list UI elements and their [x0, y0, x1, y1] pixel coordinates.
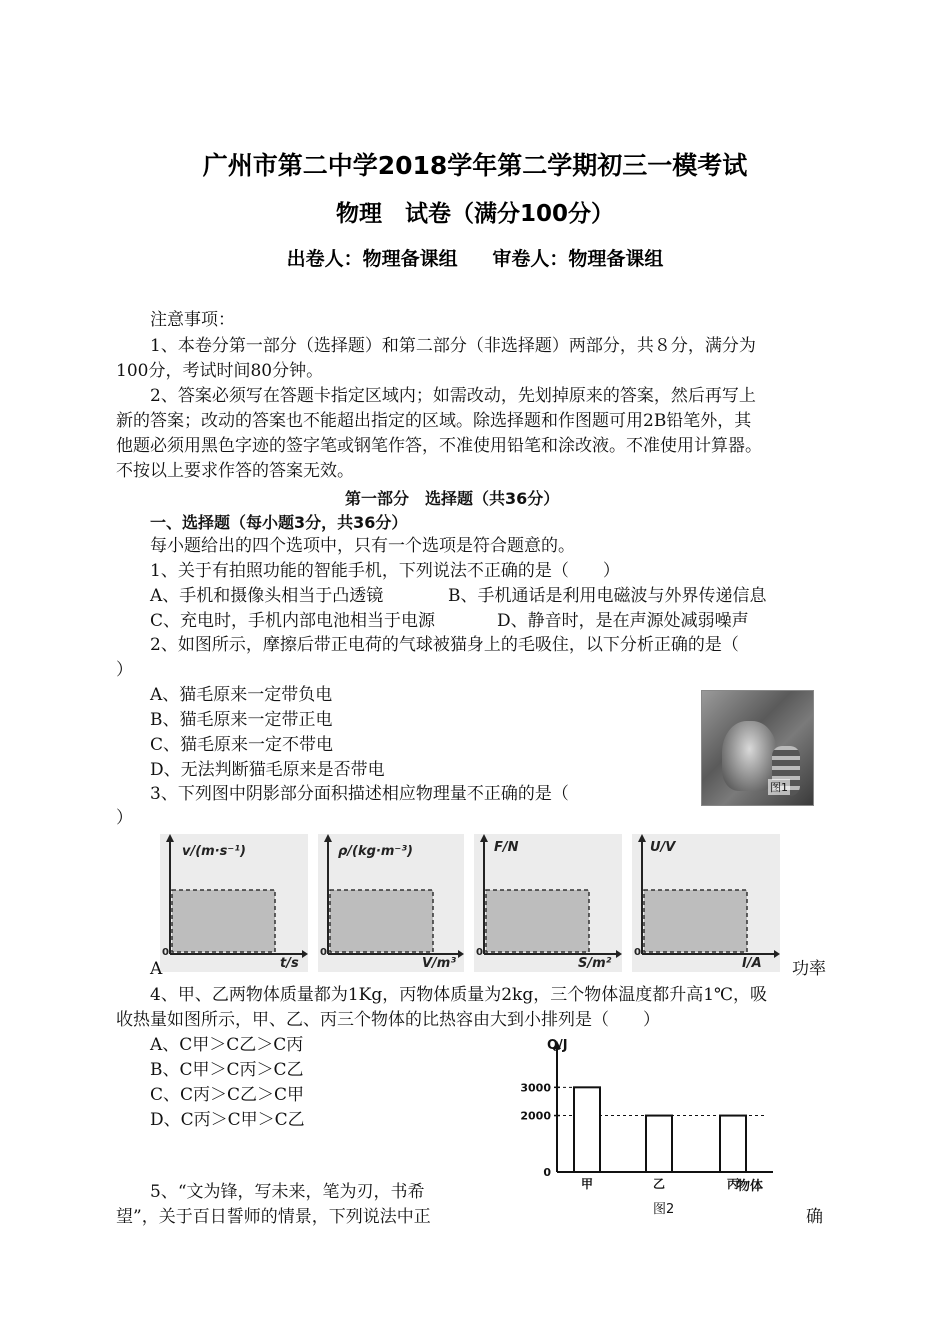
q1-option-b: B、手机通话是利用电磁波与外界传递信息: [448, 586, 767, 606]
section-heading: 一、选择题（每小题3分，共36分）: [150, 513, 408, 532]
exam-subtitle: 物理 试卷（满分100分）: [335, 201, 614, 227]
graph-pressure-xlabel: S/m²: [578, 956, 612, 971]
q3-option-fragment-power: 功率: [792, 959, 826, 979]
graph-pressure-ylabel: F/N: [494, 840, 519, 855]
q4-option-c: C、C丙＞C乙＞C甲: [150, 1085, 305, 1105]
graph-voltage: [632, 834, 780, 972]
graph-voltage-xlabel: I/A: [742, 956, 762, 971]
q5-line2: 望”，关于百日誓师的情景，下列说法中正: [116, 1207, 431, 1227]
q5-line2-tail: 确: [806, 1207, 823, 1227]
exam-title: 广州市第二中学2018学年第二学期初三一模考试: [202, 151, 748, 180]
notes-item2-line3: 他题必须用黑色字迹的签字笔或钢笔作答，不准使用铅笔和涂改液。不准使用计算器。: [116, 436, 762, 456]
notes-item1-line2: 100分，考试时间80分钟。: [116, 361, 324, 381]
q2-stem-end: ）: [116, 660, 133, 680]
x-tick-label-3: 丙: [726, 1177, 740, 1191]
q2-option-a: A、猫毛原来一定带负电: [150, 685, 333, 705]
graph-density-xlabel: V/m³: [422, 956, 457, 971]
q2-option-c: C、猫毛原来一定不带电: [150, 735, 334, 755]
reviewer-text: 审卷人：物理备课组: [492, 248, 664, 270]
graph-voltage-ylabel: U/V: [650, 840, 676, 855]
graph-pressure-origin: 0: [476, 947, 483, 958]
graph-density: [318, 834, 464, 972]
q4-option-a: A、C甲＞C乙＞C丙: [150, 1035, 304, 1055]
y-tick-label-0: 0: [543, 1166, 551, 1179]
q1-option-c: C、充电时，手机内部电池相当于电源: [150, 611, 436, 631]
y-tick-label-3000: 3000: [520, 1081, 551, 1095]
x-tick-label-2: 乙: [652, 1177, 666, 1191]
bar-2: [646, 1116, 672, 1172]
heat-chart: [505, 1035, 785, 1220]
q4-option-d: D、C丙＞C甲＞C乙: [150, 1110, 305, 1130]
chart-x-label: 物体: [737, 1179, 764, 1194]
q1-option-d: D、静音时，是在声源处减弱噪声: [497, 611, 749, 631]
section-instruction: 每小题给出的四个选项中，只有一个选项是符合题意的。: [150, 536, 575, 556]
q2-stem: 2、如图所示，摩擦后带正电荷的气球被猫身上的毛吸住，以下分析正确的是（: [150, 635, 739, 655]
q3-stem-end: ）: [116, 808, 133, 828]
chart-title: 图2: [653, 1202, 675, 1217]
q3-stem: 3、下列图中阴影部分面积描述相应物理量不正确的是（: [150, 784, 569, 804]
graph-density-ylabel: ρ/(kg·m⁻³): [338, 844, 413, 859]
notes-item1-line1: 1、本卷分第一部分（选择题）和第二部分（非选择题）两部分，共８分，满分为: [150, 336, 756, 356]
q5-line1: 5、“文为锋，写未来，笔为刃，书希: [150, 1182, 425, 1202]
notes-item2-line2: 新的答案；改动的答案也不能超出指定的区域。除选择题和作图题可用2B铅笔外，其: [116, 411, 752, 431]
cat-photo: [701, 690, 814, 806]
graph-velocity-xlabel: t/s: [280, 956, 299, 971]
q4-stem: 4、甲、乙两物体质量都为1Kg，丙物体质量为2kg，三个物体温度都升高1℃，吸: [150, 985, 768, 1005]
graph-velocity-ylabel: v/(m·s⁻¹): [182, 844, 246, 859]
graph-velocity: [160, 834, 308, 972]
q1-stem: 1、关于有拍照功能的智能手机，下列说法不正确的是（ ）: [150, 561, 620, 581]
graph-voltage-origin: 0: [634, 947, 641, 958]
q3-option-fragment-a: A: [150, 959, 163, 979]
graph-density-origin: 0: [320, 947, 327, 958]
chart-y-label: Q/J: [547, 1038, 568, 1053]
q2-option-b: B、猫毛原来一定带正电: [150, 710, 333, 730]
author-text: 出卷人：物理备课组: [286, 248, 458, 270]
q4-option-b: B、C甲＞C丙＞C乙: [150, 1060, 304, 1080]
notes-heading: 注意事项：: [150, 310, 235, 330]
notes-item2-line1: 2、答案必须写在答题卡指定区域内；如需改动，先划掉原来的答案，然后再写上: [150, 386, 756, 406]
exam-authors: [0, 244, 950, 271]
bar-1: [574, 1087, 600, 1172]
part1-heading: 第一部分 选择题（共36分）: [345, 489, 560, 508]
bar-3: [720, 1116, 746, 1172]
graph-velocity-origin: 0: [162, 947, 169, 958]
y-tick-label-2000: 2000: [520, 1109, 551, 1123]
graph-pressure: [474, 834, 622, 972]
q2-option-d: D、无法判断猫毛原来是否带电: [150, 760, 385, 780]
q1-option-a: A、手机和摄像头相当于凸透镜: [150, 586, 384, 606]
notes-item2-line4: 不按以上要求作答的答案无效。: [116, 461, 354, 481]
figure1-label: 图1: [770, 781, 788, 794]
q4-stem-line2: 收热量如图所示，甲、乙、丙三个物体的比热容由大到小排列是（ ）: [116, 1010, 660, 1030]
x-tick-label-1: 甲: [580, 1177, 594, 1191]
